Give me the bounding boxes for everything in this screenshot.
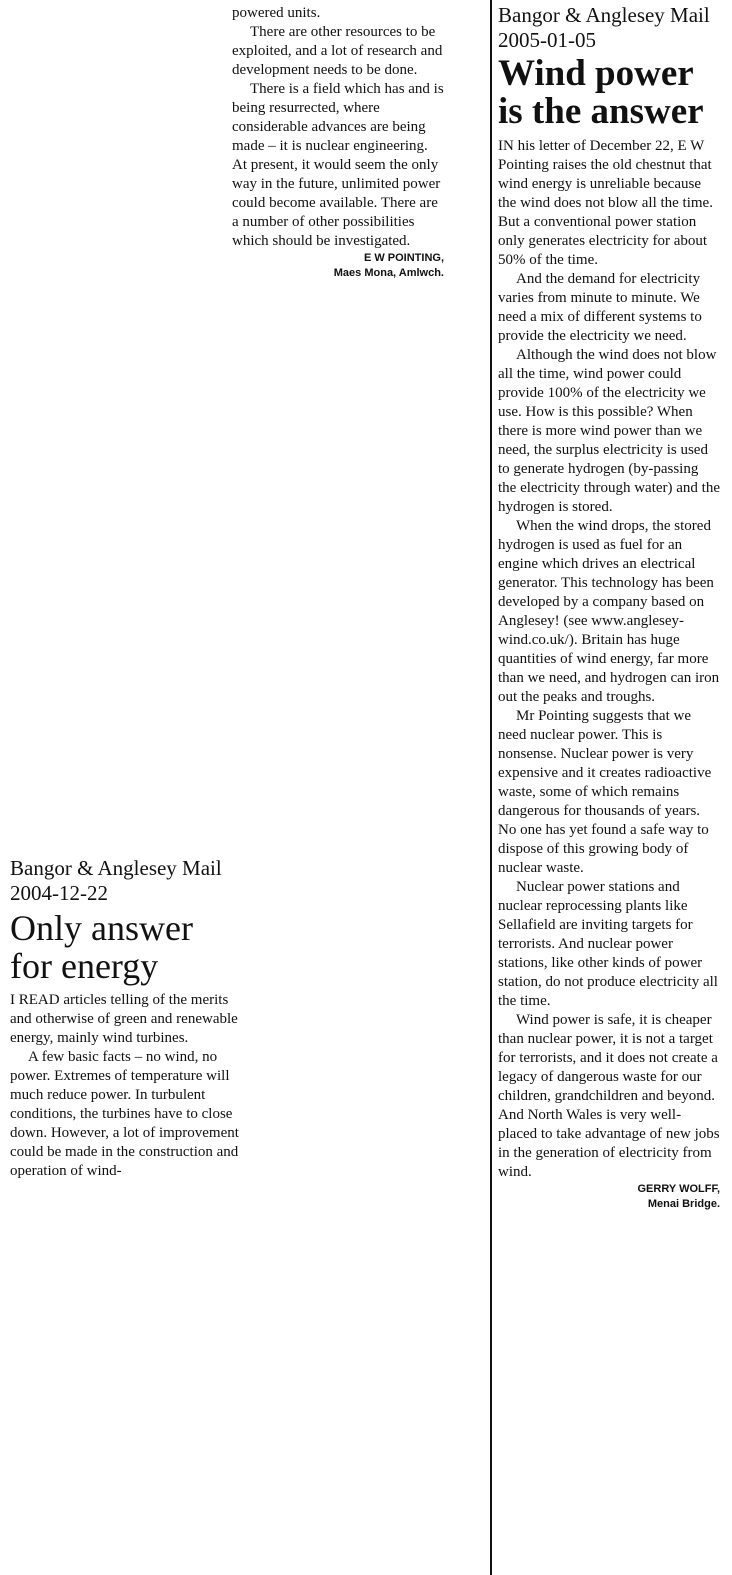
letter-continuation [232,4,444,281]
letter-only-answer [10,856,248,1181]
body-paragraph: Although the wind does not blow all the time, wind power could provide 100% of the electricity we use. How is this possible? When there is more wind power than we need, the surplus electricity is used to generate hydrogen (by-passing the electricity through water) and the hydrogen is stored. [498,347,720,515]
publication-date: 2005-01-05 [498,28,596,52]
body-paragraph: Mr Pointing suggests that we need nuclear power. This is nonsense. Nuclear power is very expensive and it creates radioactive waste, some of which remains dangerous for thousands of years. No one has yet found a safe way to dispose of this growing body of nuclear waste. [498,708,712,876]
body-paragraph: There is a field which has and is being resurrected, where considerable advances are being made – it is nuclear engineering. At present, it would seem the only way in the future, unlimited power could become available. There are a number of other possibilities which should be investigated. [232,81,444,249]
body-paragraph: Nuclear power stations and nuclear reprocessing plants like Sellafield are inviting targets for terrorists. And nuclear power stations, like other kinds of power station, do not produce electricity all the time. [498,879,718,1009]
body-paragraph: And the demand for electricity varies from minute to minute. We need a mix of different systems to provide the electricity we need. [498,271,702,344]
headline-line: Wind power [498,53,694,94]
headline-line: Only answer [10,908,193,948]
body-paragraph: IN his letter of December 22, E W Pointing raises the old chestnut that wind energy is unreliable because the wind does not blow all the time. But a conventional power station only generates electricity for about 50% of the time. [498,138,713,268]
headline-line: for energy [10,946,159,986]
publication-date: 2004-12-22 [10,881,108,905]
headline [10,909,248,985]
headline-line: is the answer [498,91,704,132]
publication-name: Bangor & Anglesey Mail [498,3,710,27]
signature-name: GERRY WOLFF, [637,1183,720,1195]
body-paragraph: There are other resources to be exploited, and a lot of research and development needs to be done. [232,24,443,78]
body-paragraph: A few basic facts – no wind, no power. Extremes of temperature will much reduce power. In turbulent conditions, the turbines have to close down. However, a lot of improvement could be made in the construction and operation of wind- [10,1049,239,1179]
letter-wind-power [490,0,732,1575]
body-paragraph: Wind power is safe, it is cheaper than nuclear power, it is not a target for terrorists, and it does not create a legacy of dangerous waste for our children, grandchildren and beyond. And North Wales is very well-placed to take advantage of new jobs in the generation of electricity from wind. [498,1012,720,1180]
letter-body [490,0,720,1212]
column-rule [490,0,492,1575]
signature-place: Menai Bridge. [647,1198,720,1210]
body-paragraph: powered units. [232,5,321,21]
body-paragraph: When the wind drops, the stored hydrogen is used as fuel for an engine which drives an electrical generator. This technology has been developed by a company based on Anglesey! (see www.anglesey-wind.co.uk/). Britain has huge quantities of wind energy, far more than we need, and hydrogen can iron out the peaks and troughs. [498,518,720,705]
headline [498,55,720,131]
publication-name: Bangor & Anglesey Mail [10,856,222,880]
body-paragraph: I READ articles telling of the merits and otherwise of green and renewable energy, mainly wind turbines. [10,992,238,1046]
signature-name: E W POINTING, [363,252,444,264]
signature-place: Maes Mona, Amlwch. [333,267,444,279]
